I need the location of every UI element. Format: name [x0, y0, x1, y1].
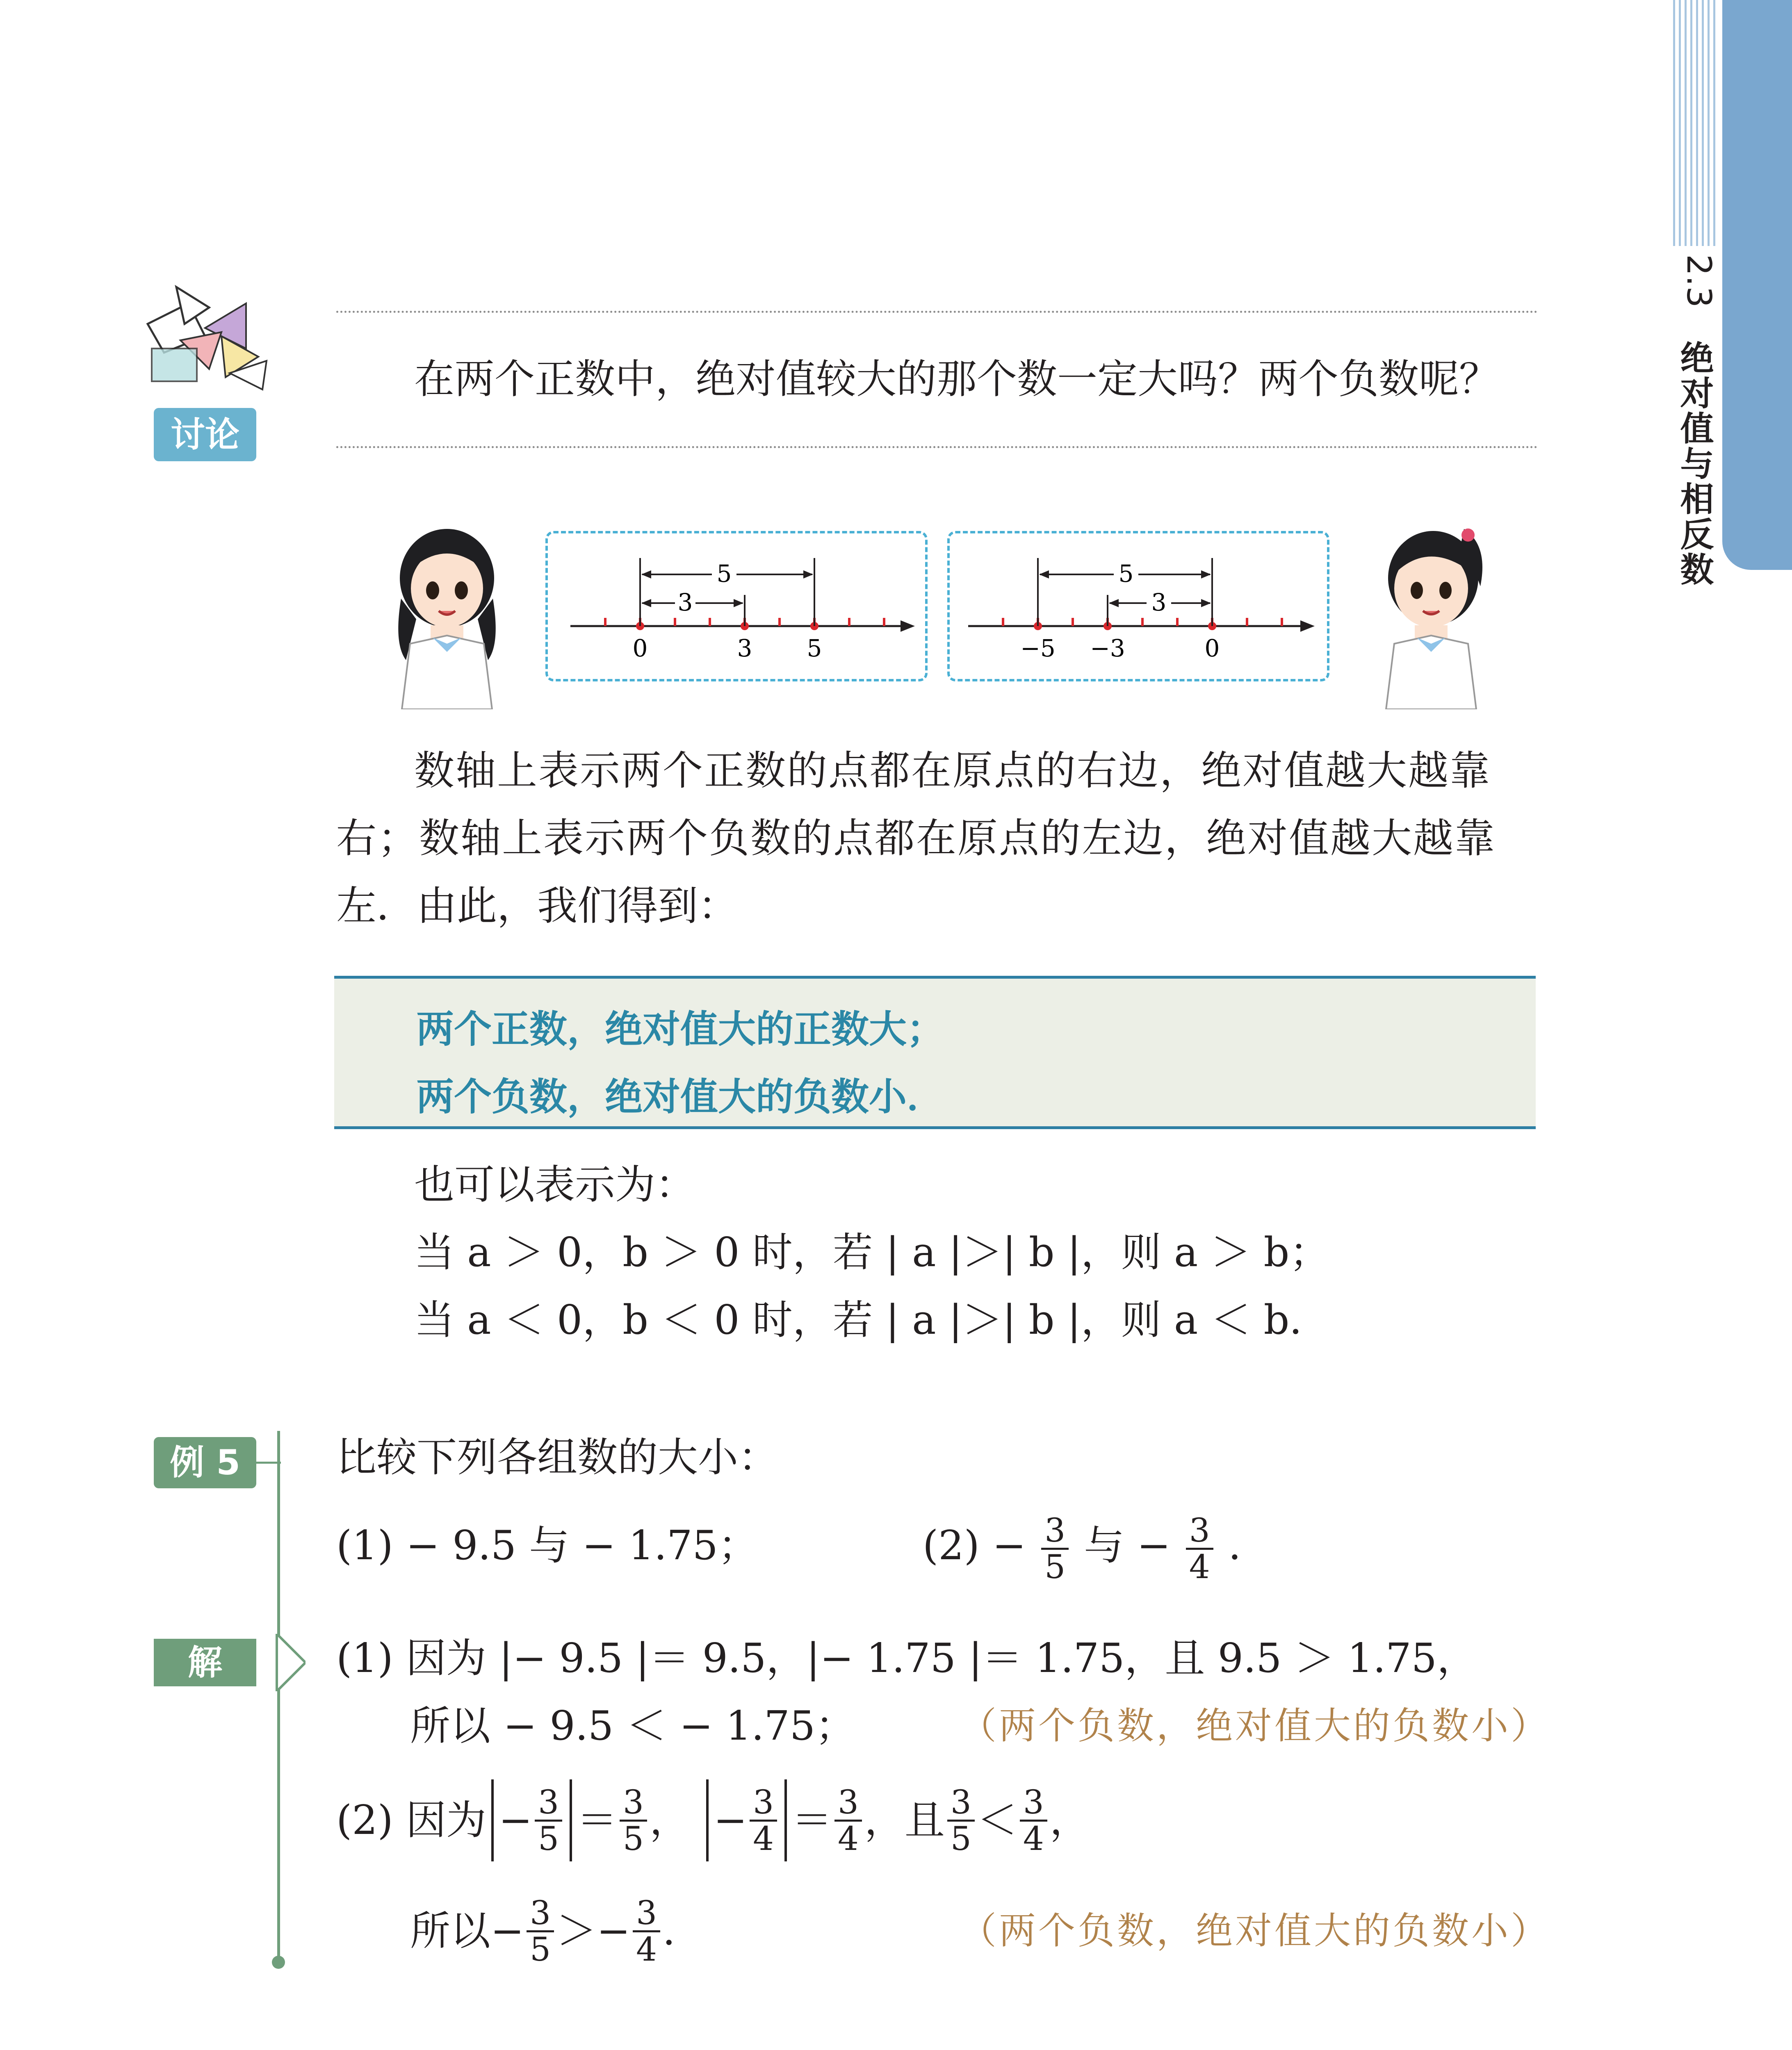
solution-s2-conclusion: [410, 1886, 703, 1976]
section-title: 绝对值与相反数: [1675, 340, 1714, 587]
body-line-2: 右；数轴上表示两个负数的点都在原点的左边，绝对值越大越靠: [336, 815, 1496, 862]
s2-eq: ＝: [577, 1797, 618, 1844]
number-line-bubble-right: [947, 531, 1329, 681]
fraction-3-4: [750, 1785, 777, 1856]
solution-s1-line2: 所以 − 9.5 ＜ − 1.75；: [410, 1703, 856, 1749]
body-line-3: 左．由此，我们得到：: [336, 883, 739, 929]
solution-label-box: [154, 1634, 306, 1691]
abs-bar: [784, 1779, 787, 1861]
example-q2-prefix: (2) −: [923, 1522, 1026, 1569]
frac-num: 3: [834, 1785, 862, 1822]
solution-label: 解: [187, 1642, 222, 1683]
left-dist-5: 5: [716, 560, 732, 588]
frac-num: 3: [620, 1785, 647, 1822]
example-label: 例 5: [154, 1437, 256, 1488]
discuss-question: 在两个正数中，绝对值较大的那个数一定大吗？两个负数呢？: [414, 356, 1500, 403]
s2-so: 所以−: [410, 1908, 524, 1954]
frac-num: 3: [947, 1785, 975, 1822]
s2-so-mid: −: [597, 1908, 631, 1954]
abs-bar: [491, 1779, 494, 1861]
girl-right-illustration: [1366, 512, 1501, 709]
right-dist-5: 5: [1118, 560, 1134, 588]
expression-case-1: 当 a ＞ 0，b ＞ 0 时，若 | a |＞| b |，则 a ＞ b；: [414, 1229, 1330, 1276]
right-dist-3: 3: [1151, 588, 1167, 616]
right-tick-neg3: −3: [1090, 634, 1125, 662]
right-tick-neg5: −5: [1020, 634, 1056, 662]
solution-s2-reason: （两个负数，绝对值大的负数小）: [960, 1909, 1550, 1952]
number-line-bubble-left: [545, 531, 928, 681]
conclusion-line-2: 两个负数，绝对值大的负数小．: [416, 1075, 945, 1119]
fraction-3-4: [633, 1893, 660, 1968]
s2-lt: ＜: [977, 1797, 1017, 1844]
frac-den: 4: [636, 1930, 657, 1968]
side-tab-stripes: [1673, 0, 1716, 246]
body-line-1: 数轴上表示两个正数的点都在原点的右边，绝对值越大越靠: [414, 747, 1491, 794]
fraction-3-4: [1020, 1785, 1047, 1856]
fraction-3-5: [535, 1785, 562, 1856]
example-q2-end: ．: [1228, 1522, 1269, 1569]
example-prompt: 比较下列各组数的大小：: [336, 1434, 779, 1481]
number-line-left: [548, 533, 925, 679]
discuss-bottom-divider: [336, 446, 1538, 448]
s2-prefix: (2) 因为: [336, 1797, 486, 1844]
conclusion-line-1: 两个正数，绝对值大的正数大；: [416, 1007, 945, 1051]
solution-s1-line1: (1) 因为 |− 9.5 |＝ 9.5，|− 1.75 |＝ 1.75，且 9.5 ＞ 1.75，: [336, 1635, 1477, 1682]
frac-num: 3: [633, 1896, 660, 1932]
s2-minus: −: [713, 1797, 748, 1844]
example-q2: [923, 1496, 1269, 1595]
frac-den: 4: [1023, 1819, 1044, 1858]
frac-num: 3: [1041, 1513, 1069, 1550]
frac-den: 4: [753, 1819, 774, 1858]
left-tick-5: 5: [807, 634, 822, 662]
discuss-top-divider: [336, 311, 1538, 313]
fraction-3-4: [834, 1785, 862, 1856]
s2-comma: ，: [649, 1797, 690, 1844]
abs-bar: [706, 1779, 709, 1861]
abs-bar: [570, 1779, 572, 1861]
example-q1: (1) − 9.5 与 − 1.75；: [336, 1522, 758, 1569]
section-number: 2.3: [1679, 254, 1718, 308]
conclusion-box: [334, 976, 1536, 1129]
discuss-label: 讨论: [154, 408, 256, 461]
frac-den: 5: [1044, 1548, 1066, 1586]
fraction-3-5: [620, 1785, 647, 1856]
s2-end: ，: [1049, 1797, 1090, 1844]
example-q2-mid: 与 −: [1084, 1522, 1171, 1569]
frac-num: 3: [1020, 1785, 1047, 1822]
fraction-3-5: [527, 1893, 554, 1968]
example-rule-end-dot: [272, 1956, 285, 1969]
s2-minus: −: [498, 1797, 533, 1844]
frac-num: 3: [1186, 1513, 1213, 1550]
expression-case-2: 当 a ＜ 0，b ＜ 0 时，若 | a |＞| b |，则 a ＜ b．: [414, 1297, 1330, 1344]
frac-den: 5: [538, 1819, 559, 1858]
frac-num: 3: [535, 1785, 562, 1822]
side-section-tab: [1722, 0, 1792, 570]
number-line-right: [950, 533, 1327, 679]
fraction-3-4: [1186, 1513, 1213, 1584]
s2-and: ，且: [864, 1797, 945, 1844]
frac-den: 5: [530, 1930, 551, 1968]
fraction-3-5: [1041, 1513, 1069, 1584]
s2-so-end: ．: [663, 1908, 703, 1954]
right-tick-0: 0: [1204, 634, 1220, 662]
girl-left-illustration: [385, 521, 513, 709]
example-vertical-rule: [277, 1431, 280, 1964]
frac-num: 3: [750, 1785, 777, 1822]
s2-gt: ＞: [556, 1908, 597, 1954]
fraction-3-5: [947, 1785, 975, 1856]
frac-den: 4: [838, 1819, 859, 1858]
discuss-logo-icon: [139, 279, 275, 394]
left-tick-3: 3: [737, 634, 752, 662]
left-dist-3: 3: [677, 588, 693, 616]
expression-intro: 也可以表示为：: [414, 1162, 696, 1208]
solution-s1-reason: （两个负数，绝对值大的负数小）: [960, 1704, 1550, 1747]
left-tick-0: 0: [632, 634, 648, 662]
frac-num: 3: [527, 1896, 554, 1932]
solution-s2: [336, 1775, 1090, 1866]
frac-den: 5: [950, 1819, 971, 1858]
s2-eq: ＝: [791, 1797, 832, 1844]
frac-den: 5: [623, 1819, 644, 1858]
frac-den: 4: [1189, 1548, 1210, 1586]
